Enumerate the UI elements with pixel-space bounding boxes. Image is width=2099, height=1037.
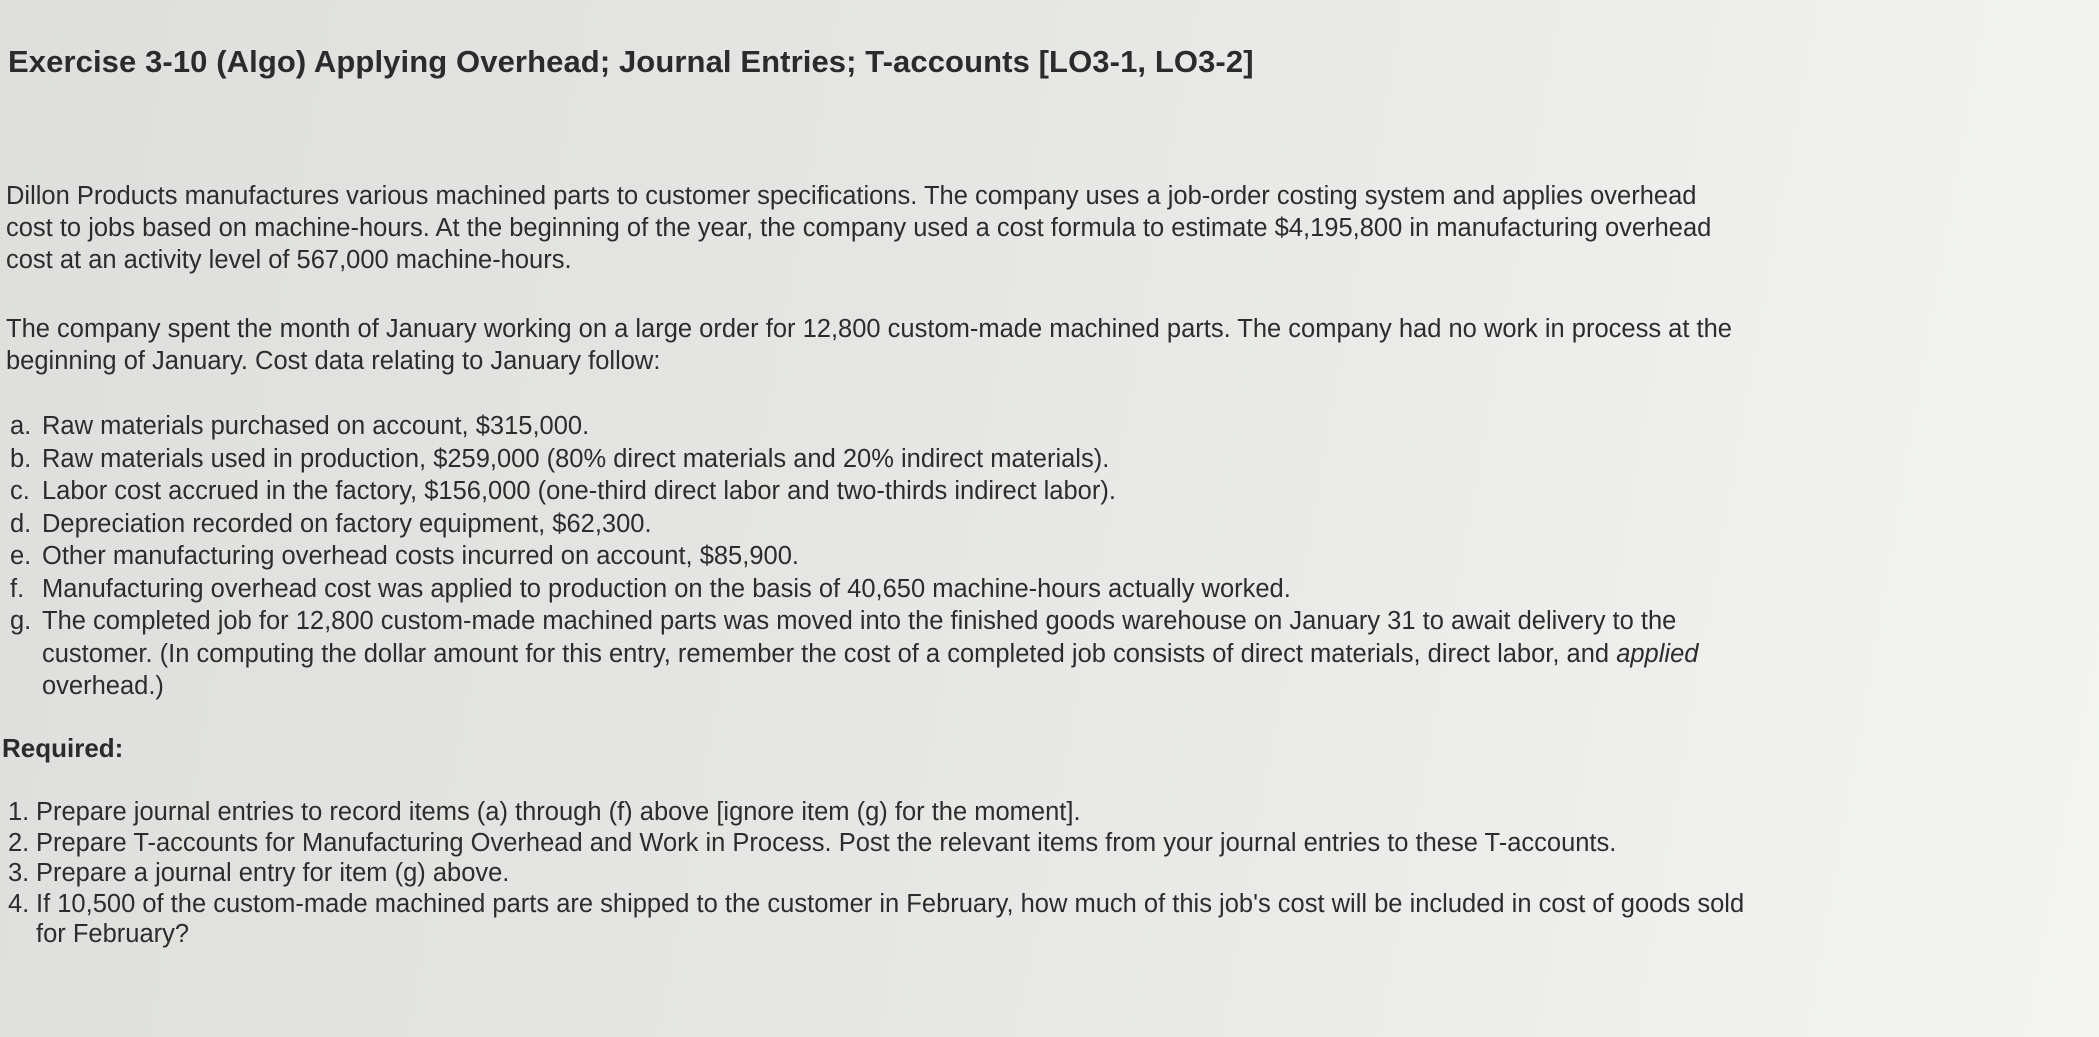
requirement-marker: 4.: [8, 889, 30, 918]
item-marker: f.: [10, 574, 25, 603]
item-marker: c.: [10, 477, 30, 505]
list-item-d: [6, 508, 1746, 541]
requirement-2: [6, 828, 1746, 859]
item-marker: e.: [10, 542, 32, 570]
list-item-a: [6, 410, 1746, 443]
list-item-b: [6, 443, 1746, 476]
item-text-before: The completed job for 12,800 custom-made machined parts was moved into the finished goods warehouse on January 31 to await delivery to the customer. (In computing the dollar amount for this entry, remember the cost of a completed job consists of direct materials, direct labor, and: [42, 607, 1677, 668]
list-item-e: [6, 540, 1746, 573]
requirement-1: [6, 797, 1746, 828]
item-text: Depreciation recorded on factory equipment, $62,300.: [42, 509, 652, 538]
requirement-3: [6, 858, 1746, 889]
item-marker: g.: [10, 607, 32, 635]
item-text-emphasis: applied: [1616, 639, 1699, 668]
requirement-text: Prepare a journal entry for item (g) above.: [36, 859, 510, 887]
exercise-title: Exercise 3-10 (Algo) Applying Overhead; Journal Entries; T-accounts [LO3-1, LO3-2]: [8, 44, 1254, 79]
item-text: Raw materials used in production, $259,000 (80% direct materials and 20% indirect materials).: [42, 444, 1110, 473]
item-marker: a.: [10, 412, 32, 440]
list-item-g: [6, 605, 1746, 703]
intro-paragraph-2: The company spent the month of January working on a large order for 12,800 custom-made machined parts. The company had no work in process at the beginning of January. Cost data relating to January follow:: [6, 315, 1732, 375]
requirement-text: Prepare T-accounts for Manufacturing Overhead and Work in Process. Post the relevant items from your journal entries to these T-accounts.: [36, 828, 1617, 857]
list-item-f: [6, 573, 1746, 606]
requirement-text: Prepare journal entries to record items (a) through (f) above [ignore item (g) for the moment].: [36, 798, 1081, 826]
item-text-after: overhead.): [42, 672, 164, 700]
item-text: Manufacturing overhead cost was applied to production on the basis of 40,650 machine-hours actually worked.: [42, 574, 1291, 603]
requirement-marker: 3.: [8, 859, 30, 887]
requirement-4: [6, 889, 1746, 950]
intro-paragraph-1: Dillon Products manufactures various machined parts to customer specifications. The company uses a job-order costing system and applies overhead cost to jobs based on machine-hours. At the beginning of the year, the company used a cost formula to estimate $4,195,800 in manufacturing overhead cost at an activity level of 567,000 machine-hours.: [6, 182, 1712, 274]
item-marker: b.: [10, 444, 32, 473]
item-text: Other manufacturing overhead costs incurred on account, $85,900.: [42, 542, 799, 570]
cost-data-list: [6, 410, 1746, 703]
item-text: Raw materials purchased on account, $315,000.: [42, 412, 590, 440]
list-item-c: [6, 475, 1746, 508]
required-heading: Required:: [2, 733, 124, 763]
requirement-text: If 10,500 of the custom-made machined parts are shipped to the customer in February, how much of this job's cost will be included in cost of goods sold for February?: [36, 889, 1745, 948]
requirement-marker: 2.: [8, 828, 30, 857]
item-text: Labor cost accrued in the factory, $156,000 (one-third direct labor and two-thirds indirect labor).: [42, 477, 1116, 505]
item-marker: d.: [10, 509, 32, 538]
requirement-marker: 1.: [8, 798, 30, 826]
requirements-list: [6, 797, 1746, 950]
